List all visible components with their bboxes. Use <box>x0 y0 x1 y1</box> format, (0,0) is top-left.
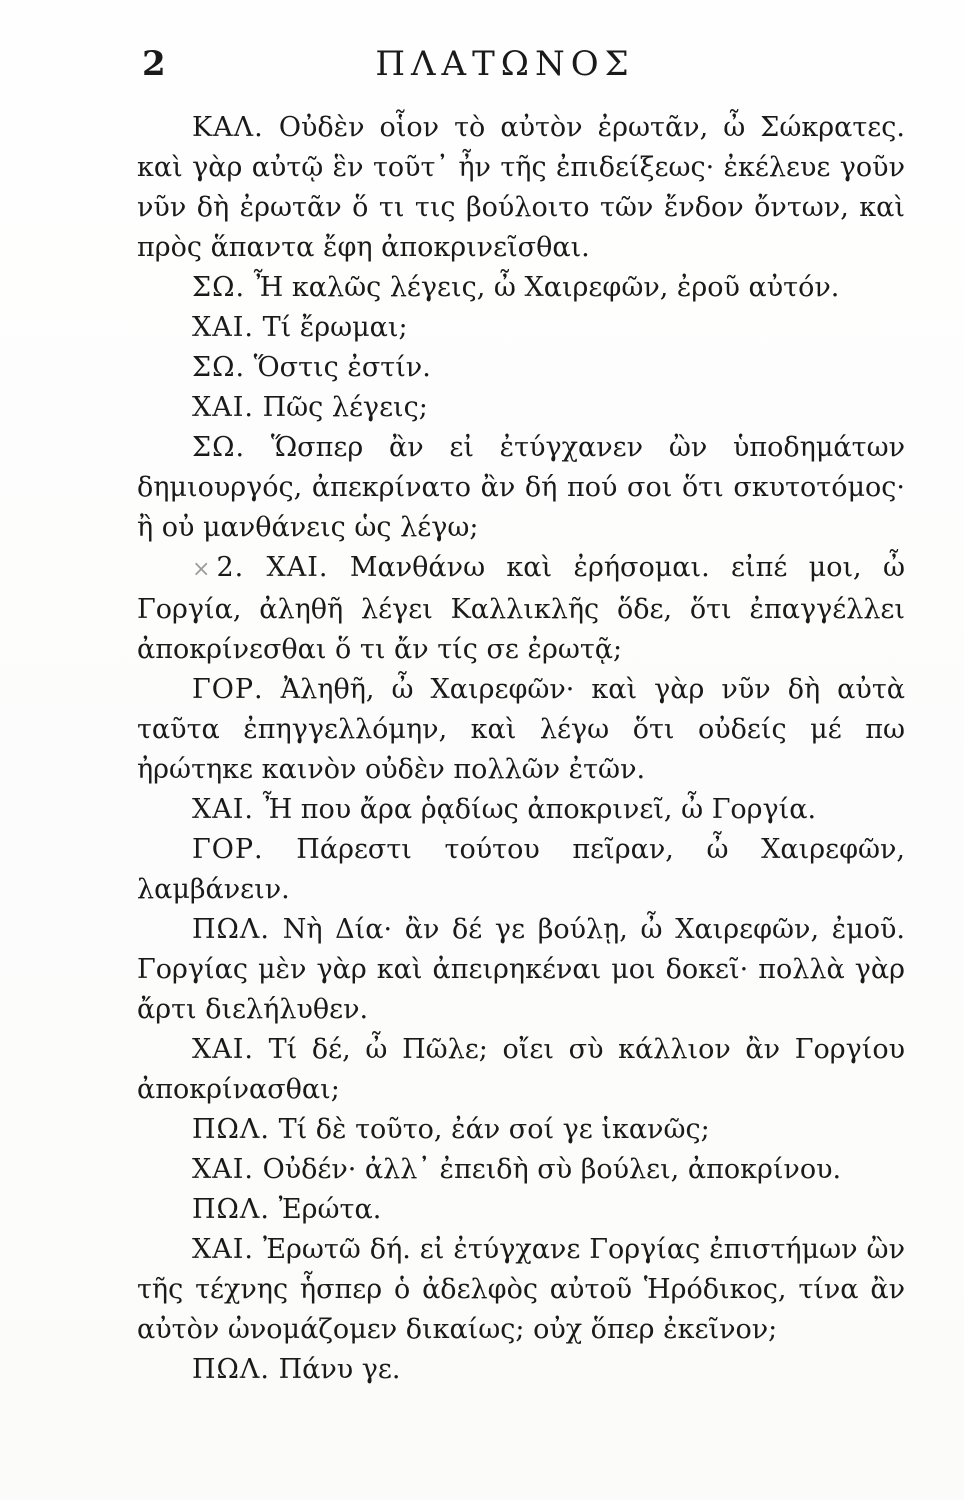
line-text: Τί ἔρωμαι; <box>262 312 408 343</box>
dialogue-line <box>137 910 905 1030</box>
line-text: Οὐδὲν οἷον τὸ αὐτὸν ἐρωτᾶν, ὦ Σώκρατες. καὶ γὰρ αὐτῷ ἓν τοῦτ᾽ ἦν τῆς ἐπιδείξεως· ἐκέλευε γοῦν νῦν δὴ ἐρωτᾶν ὅ τι τις βούλοιτο τῶν ἔνδον ὄντων, καὶ πρὸς ἅπαντα ἔφη ἀποκρινεῖσθαι. <box>137 112 905 263</box>
running-title: ΠΛΑΤΩΝΟΣ <box>375 44 635 84</box>
dialogue-line <box>137 108 905 268</box>
dialogue-line <box>137 388 905 428</box>
line-text: Ἦ που ἄρα ῥᾳδίως ἀποκρινεῖ, ὦ Γοργία. <box>262 794 817 825</box>
speaker-label: ΧΑΙ. <box>192 1234 254 1265</box>
line-text: Πάρεστι τούτου πεῖραν, ὦ Χαιρεφῶν, λαμβάνειν. <box>137 834 905 905</box>
dialogue-line <box>137 1230 905 1350</box>
speaker-label: ΧΑΙ. <box>192 1034 254 1065</box>
dialogue-line <box>137 790 905 830</box>
speaker-label: ΧΑΙ. <box>192 1154 254 1185</box>
dialogue-line <box>137 830 905 910</box>
dialogue-line <box>137 670 905 790</box>
speaker-label: ΧΑΙ. <box>192 392 254 423</box>
dialogue-line <box>137 1030 905 1110</box>
line-text: Τί δὲ τοῦτο, ἐάν σοί γε ἱκανῶς; <box>278 1114 710 1145</box>
line-text: Πῶς λέγεις; <box>262 392 428 423</box>
speaker-label: ΠΩΛ. <box>192 1354 271 1385</box>
dialogue-line <box>137 348 905 388</box>
line-text: Μανθάνω καὶ ἐρήσομαι. εἰπέ μοι, ὦ Γοργία, ἀληθῆ λέγει Καλλικλῆς ὅδε, ὅτι ἐπαγγέλλει ἀποκρίνεσθαι ὅ τι ἄν τίς σε ἐρωτᾷ; <box>137 552 905 665</box>
dialogue-text <box>137 108 905 1390</box>
speaker-label: ΣΩ. <box>192 352 246 383</box>
pencil-mark: × <box>192 557 211 582</box>
speaker-label: ΧΑΙ. <box>192 312 254 343</box>
line-text: Νὴ Δία· ἂν δέ γε βούλῃ, ὦ Χαιρεφῶν, ἐμοῦ. Γοργίας μὲν γὰρ καὶ ἀπειρηκέναι μοι δοκεῖ· πολλὰ γὰρ ἄρτι διελήλυθεν. <box>137 914 905 1025</box>
speaker-label: ΓΟΡ. <box>192 674 264 705</box>
line-text: Ἦ καλῶς λέγεις, ὦ Χαιρεφῶν, ἐροῦ αὐτόν. <box>253 272 840 303</box>
speaker-label: ΣΩ. <box>192 272 246 303</box>
running-head <box>142 42 868 86</box>
speaker-label: ΠΩΛ. <box>192 1114 271 1145</box>
line-text: Οὐδέν· ἀλλ᾽ ἐπειδὴ σὺ βούλει, ἀποκρίνου. <box>262 1154 842 1185</box>
speaker-label: ΚΑΛ. <box>192 112 264 143</box>
speaker-label: ΠΩΛ. <box>192 914 271 945</box>
line-text: Πάνυ γε. <box>278 1354 401 1385</box>
dialogue-line <box>137 548 905 670</box>
line-text: Ὥσπερ ἂν εἰ ἐτύγχανεν ὢν ὑποδημάτων δημιουργός, ἀπεκρίνατο ἂν δή πού σοι ὅτι σκυτοτόμος· ἢ οὐ μανθάνεις ὡς λέγω; <box>137 432 905 543</box>
page-number: 2 <box>142 44 166 84</box>
speaker-label: ΠΩΛ. <box>192 1194 271 1225</box>
line-text: Ὅστις ἐστίν. <box>253 352 431 383</box>
dialogue-line <box>137 1110 905 1150</box>
speaker-label: 2. ΧΑΙ. <box>216 552 329 583</box>
line-text: Ἐρώτα. <box>278 1194 382 1225</box>
dialogue-line <box>137 428 905 548</box>
speaker-label: ΣΩ. <box>192 432 246 463</box>
speaker-label: ΧΑΙ. <box>192 794 254 825</box>
line-text: Ἀληθῆ, ὦ Χαιρεφῶν· καὶ γὰρ νῦν δὴ αὐτὰ ταῦτα ἐπηγγελλόμην, καὶ λέγω ὅτι οὐδείς μέ πω ἠρώτηκε καινὸν οὐδὲν πολλῶν ἐτῶν. <box>137 674 905 785</box>
dialogue-line <box>137 1190 905 1230</box>
dialogue-line <box>137 308 905 348</box>
dialogue-line <box>137 1350 905 1390</box>
dialogue-line <box>137 268 905 308</box>
line-text: Τί δέ, ὦ Πῶλε; οἴει σὺ κάλλιον ἂν Γοργίου ἀποκρίνασθαι; <box>137 1034 905 1105</box>
dialogue-line <box>137 1150 905 1190</box>
line-text: Ἐρωτῶ δή. εἰ ἐτύγχανε Γοργίας ἐπιστήμων ὢν τῆς τέχνης ἧσπερ ὁ ἀδελφὸς αὐτοῦ Ἡρόδικος, τίνα ἂν αὐτὸν ὠνομάζομεν δικαίως; οὐχ ὅπερ ἐκεῖνον; <box>137 1234 905 1345</box>
speaker-label: ΓΟΡ. <box>192 834 264 865</box>
